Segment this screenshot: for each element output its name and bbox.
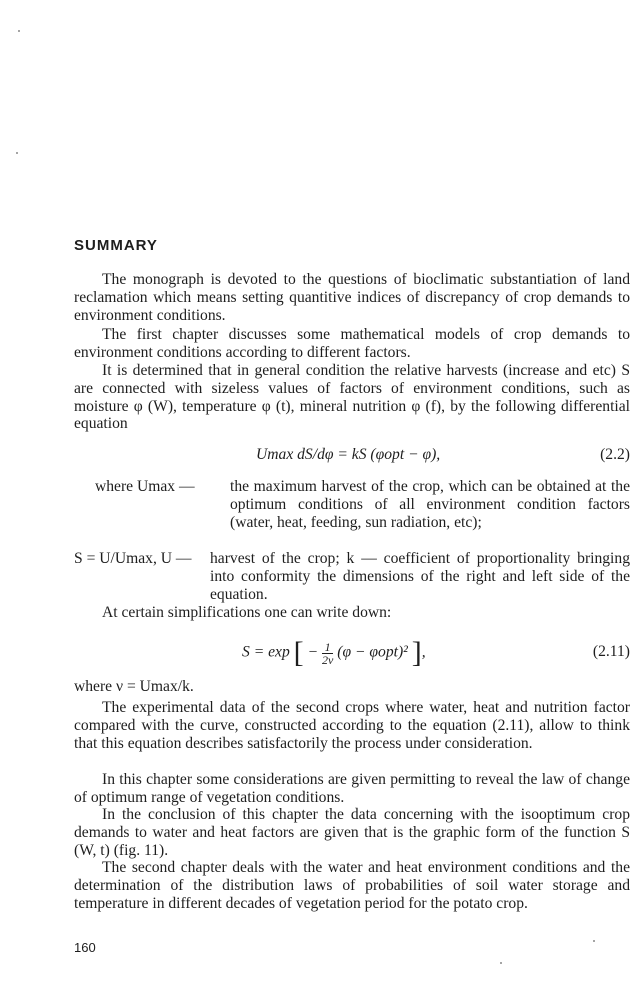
- scan-speck: [593, 940, 595, 942]
- left-bracket: [: [293, 636, 304, 669]
- definition-s-u: [74, 550, 630, 603]
- paragraph-nu-definition: where ν = Umax/k.: [74, 678, 194, 695]
- definition-umax-label: where Umax —: [95, 478, 195, 495]
- definition-s-u-label: S = U/Umax, U —: [74, 550, 192, 567]
- scan-speck: [16, 152, 18, 154]
- definition-s-u-text: harvest of the crop; k — coefficient of proportionality bringing into conformity the dimensions of the right and left side of the equation.: [210, 550, 630, 603]
- definition-umax-text: the maximum harvest of the crop, which can be obtained at the optimum conditions of all environment condition factors (water, heat, feeding, sun radiation, etc);: [230, 478, 630, 531]
- paragraph-simplifications: At certain simplifications one can write down:: [102, 604, 392, 621]
- fraction: [322, 641, 333, 666]
- paragraph-considerations: In this chapter some considerations are given permitting to reveal the law of change of optimum range of vegetation conditions.: [74, 771, 630, 806]
- equation-2-11-prefix: S = exp: [242, 643, 290, 661]
- paragraph-second-chapter: The second chapter deals with the water and heat environment conditions and the determination of the distribution laws of probabilities of soil water storage and temperature in different decades of vegetation period for the potato crop.: [74, 859, 630, 912]
- paragraph-conclusion: In the conclusion of this chapter the data concerning with the isooptimum crop demands to water and heat factors are given that is the graphic form of the function S (W, t) (fig. 11).: [74, 806, 630, 859]
- equation-2-11-term: (φ − φopt)²: [337, 643, 408, 661]
- definition-umax: [95, 478, 630, 531]
- equation-2-11-number: (2.11): [592, 643, 630, 660]
- paragraph-first-chapter: The first chapter discusses some mathematical models of crop demands to environment conditions according to different factors.: [74, 326, 630, 361]
- equation-2-2: [74, 446, 630, 466]
- minus-sign: −: [307, 643, 319, 661]
- equation-2-2-body: Umax dS/dφ = kS (φopt − φ),: [256, 446, 441, 463]
- paragraph-experimental-data: The experimental data of the second crops where water, heat and nutrition factor compared with the curve, constructed according to the equation (2.11), allow to think that this equation describes satisfactorily the process under consideration.: [74, 699, 630, 752]
- equation-2-11: [74, 636, 630, 672]
- fraction-numerator: 1: [322, 641, 333, 654]
- page-heading: SUMMARY: [74, 237, 158, 254]
- paragraph-determination: It is determined that in general condition the relative harvests (increase and etc) S are connected with sizeless values of factors of environment conditions, such as moisture φ (W), temperature φ (t), mineral nutrition φ (f), by the following differential equation: [74, 362, 630, 433]
- right-bracket: ]: [411, 636, 422, 669]
- page-number: 160: [74, 940, 96, 955]
- paragraph-intro: The monograph is devoted to the questions of bioclimatic substantiation of land reclamation which means setting quantitive indices of discrepancy of crop demands to environment conditions.: [74, 271, 630, 324]
- scan-speck: [500, 962, 502, 964]
- equation-2-2-number: (2.2): [600, 446, 630, 463]
- scan-speck: [18, 30, 20, 32]
- fraction-denominator: 2ν: [322, 652, 334, 667]
- equation-2-11-body: S = exp [ − $\frac{1}{2\nu}$ (φ − φopt)² ],: [242, 636, 426, 669]
